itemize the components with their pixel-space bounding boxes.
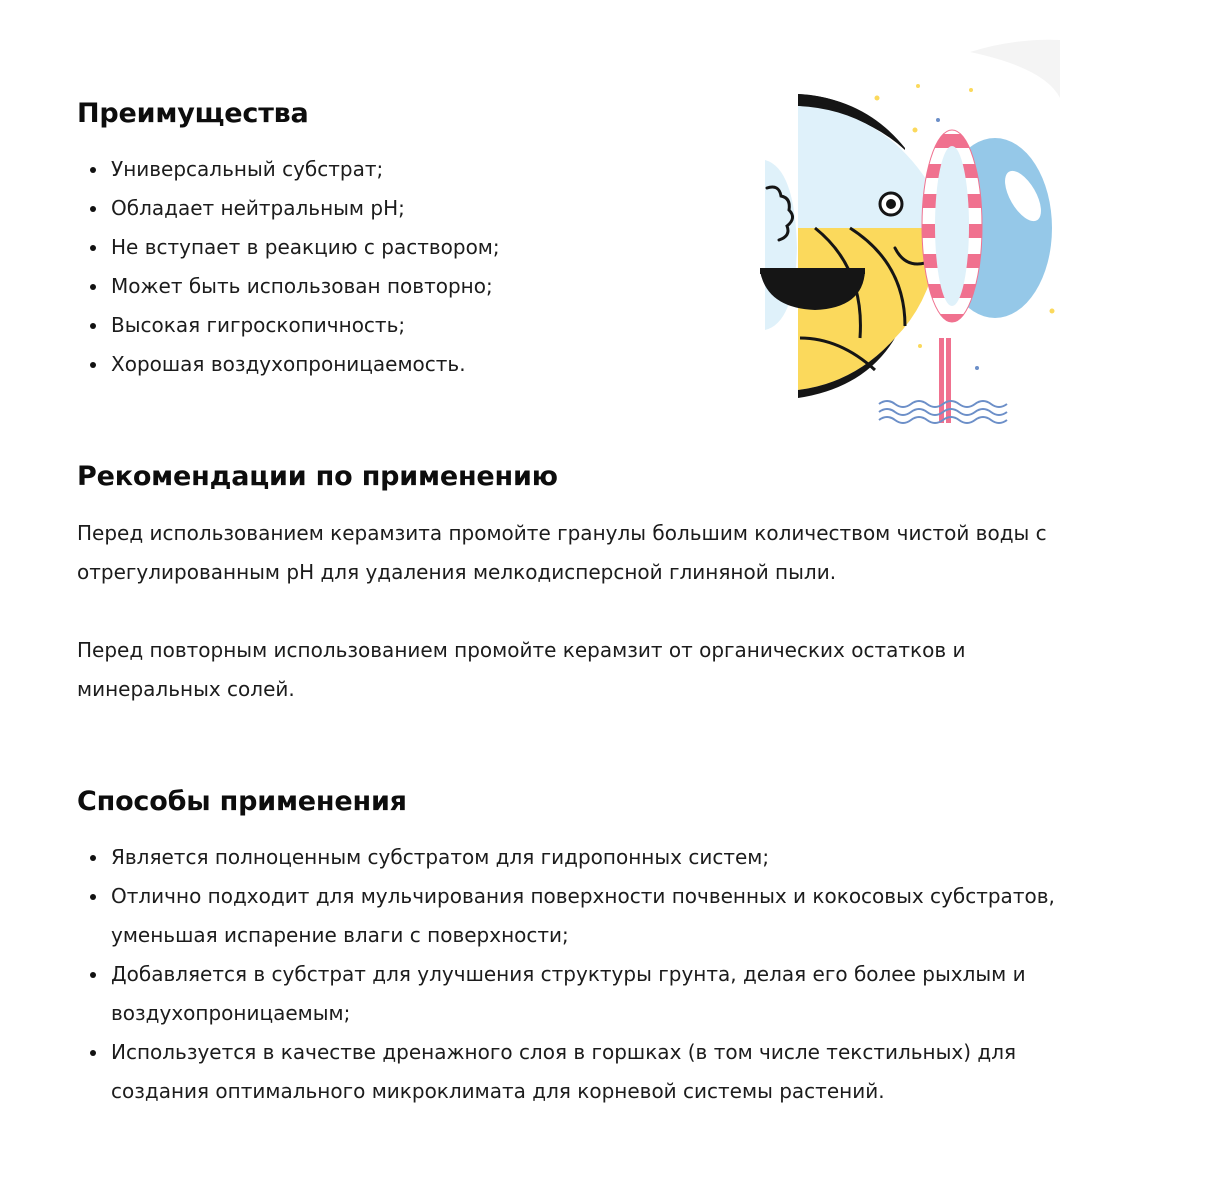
list-item: Может быть использован повторно; — [77, 267, 717, 306]
recommendation-paragraph: Перед использованием керамзита промойте гранулы большим количеством чистой воды с отрегулированным pH для удаления мелкодисперсной глиняной пыли. — [77, 521, 1047, 584]
list-item: Обладает нейтральным pH; — [77, 189, 717, 228]
advantages-heading: Преимущества — [77, 98, 309, 129]
fish-illustration-icon — [755, 38, 1065, 430]
recommendation-paragraph: Перед повторным использованием промойте керамзит от органических остатков и минеральных солей. — [77, 638, 966, 701]
list-item: Хорошая воздухопроницаемость. — [77, 345, 717, 384]
list-item: Является полноценным субстратом для гидропонных систем; — [77, 838, 1077, 877]
list-item: Добавляется в субстрат для улучшения структуры грунта, делая его более рыхлым и воздухопроницаемым; — [77, 955, 1077, 1033]
recommendations-heading: Рекомендации по применению — [77, 461, 558, 492]
methods-heading: Способы применения — [77, 786, 407, 817]
list-item: Высокая гигроскопичность; — [77, 306, 717, 345]
list-item: Универсальный субстрат; — [77, 150, 717, 189]
advantages-list — [77, 150, 717, 384]
list-item: Используется в качестве дренажного слоя в горшках (в том числе текстильных) для создания оптимального микроклимата для корневой системы растений. — [77, 1033, 1077, 1111]
list-item: Отлично подходит для мульчирования поверхности почвенных и кокосовых субстратов, уменьшая испарение влаги с поверхности; — [77, 877, 1077, 955]
list-item: Не вступает в реакцию с раствором; — [77, 228, 717, 267]
methods-list — [77, 838, 1077, 1111]
